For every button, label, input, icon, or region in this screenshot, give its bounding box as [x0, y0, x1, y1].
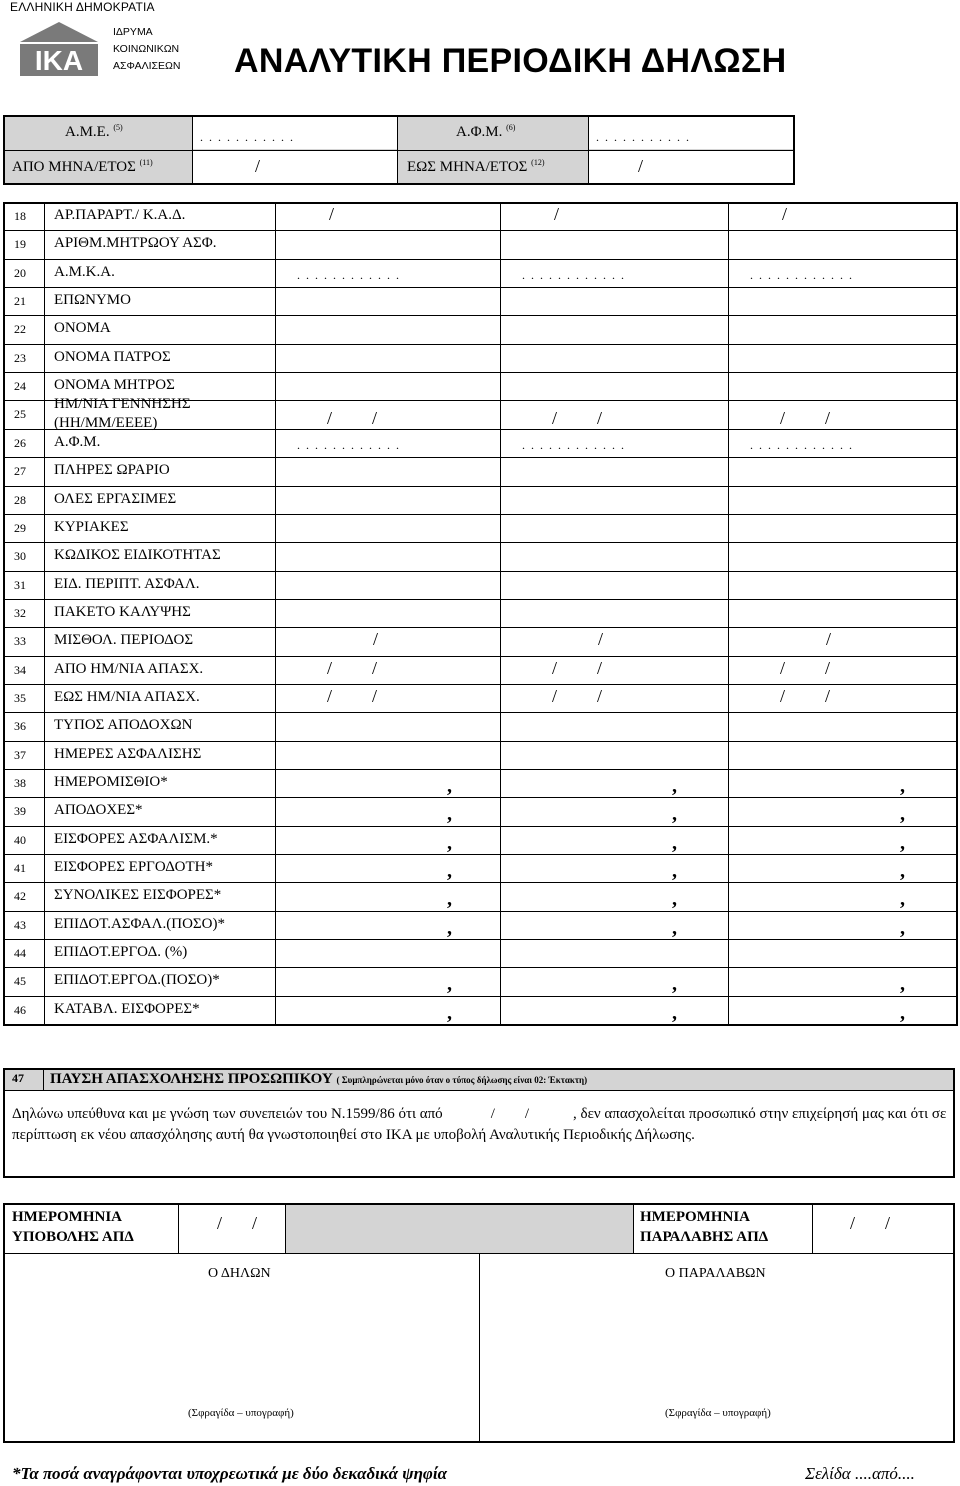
row-label: ΠΑΚΕΤΟ ΚΑΛΥΨΗΣ — [54, 603, 191, 620]
row-number: 41 — [14, 861, 26, 876]
row-number: 28 — [14, 492, 26, 507]
country-header: ΕΛΛΗΝΙΚΗ ΔΗΜΟΚΡΑΤΙΑ — [10, 0, 155, 14]
cell-emp2[interactable] — [501, 912, 727, 938]
row-label: ΑΠΟΔΟΧΕΣ* — [54, 802, 143, 819]
date-slash: / — [327, 408, 333, 429]
cell-emp1[interactable] — [276, 600, 499, 626]
cell-emp3[interactable] — [729, 316, 957, 342]
row-number: 22 — [14, 322, 26, 337]
cell-emp1[interactable] — [276, 997, 499, 1023]
cell-emp3[interactable] — [729, 345, 957, 371]
date-slash: / — [782, 204, 788, 224]
row-label: Α.Μ.Κ.Α. — [54, 263, 115, 280]
ame-dots: ........... — [200, 130, 299, 144]
cell-emp3[interactable] — [729, 713, 957, 739]
row-label: ΤΥΠΟΣ ΑΠΟΔΟΧΩΝ — [54, 717, 193, 734]
row-label: ΑΡ.ΠΑΡΑΡΤ./ Κ.Α.Δ. — [54, 207, 186, 223]
decimal-comma: , — [672, 831, 677, 854]
row-label: ΣΥΝΟΛΙΚΕΣ ΕΙΣΦΟΡΕΣ* — [54, 887, 222, 904]
page-title: ΑΝΑΛΥΤΙΚΗ ΠΕΡΙΟΔΙΚΗ ΔΗΛΩΣΗ — [234, 42, 787, 80]
row-label: ΟΝΟΜΑ — [54, 320, 111, 337]
date-slash: / — [597, 408, 603, 429]
decimal-comma: , — [447, 973, 452, 996]
decimal-comma: , — [672, 775, 677, 797]
row-label-line-1: ΗΜ/ΝΙΑ ΓΕΝΝΗΣΗΣ — [54, 396, 191, 413]
row-number: 19 — [14, 237, 26, 252]
row-label: ΚΥΡΙΑΚΕΣ — [54, 518, 129, 535]
cell-emp1[interactable] — [276, 742, 499, 768]
row-label: ΠΛΗΡΕΣ ΩΡΑΡΙΟ — [54, 462, 170, 479]
date-slash: / — [327, 685, 333, 706]
submission-date-slash-2: / — [252, 1213, 258, 1233]
decimal-comma: , — [447, 916, 452, 939]
row-number: 21 — [14, 294, 26, 309]
afm-label: Α.Φ.Μ. $^{(6)}$ — [456, 123, 516, 140]
date-slash: / — [554, 204, 560, 224]
to-period-slash: / — [638, 156, 644, 176]
row-number: 40 — [14, 832, 26, 847]
row-label: ΑΠΟ ΗΜ/ΝΙΑ ΑΠΑΣΧ. — [54, 660, 204, 677]
cell-emp2[interactable] — [501, 883, 727, 909]
decimal-comma: , — [672, 803, 677, 826]
row-label: ΑΡΙΘΜ.ΜΗΤΡΩΟΥ ΑΣΦ. — [54, 235, 217, 252]
logo-letters: IKA — [34, 45, 84, 76]
cell-emp1[interactable] — [276, 883, 499, 909]
decimal-comma: , — [900, 860, 905, 883]
date-slash: / — [552, 685, 558, 706]
row-number: 33 — [14, 634, 26, 649]
cell-emp1[interactable] — [276, 940, 499, 966]
date-slash: / — [372, 657, 378, 678]
cell-emp2[interactable] — [501, 401, 727, 427]
receipt-date-slash-1: / — [850, 1213, 856, 1233]
receipt-date-field[interactable] — [813, 1205, 953, 1253]
cell-emp1[interactable] — [276, 458, 499, 484]
decimal-comma: , — [447, 1001, 452, 1024]
cell-emp3[interactable] — [729, 855, 957, 881]
row-label: ΕΠΙΔΟΤ.ΕΡΓΟΔ. (%) — [54, 944, 188, 961]
cell-emp1[interactable] — [276, 401, 499, 427]
date-slash: / — [598, 629, 604, 650]
cell-emp2[interactable] — [501, 600, 727, 626]
row-label: ΟΝΟΜΑ ΠΑΤΡΟΣ — [54, 348, 171, 365]
cell-emp2[interactable] — [501, 657, 727, 683]
decimal-comma: , — [900, 916, 905, 939]
submission-date-field[interactable] — [179, 1205, 285, 1253]
section-47-title: ΠΑΥΣΗ ΑΠΑΣΧΟΛΗΣΗΣ ΠΡΟΣΩΠΙΚΟΥ ( Συμπληρώνεται μόνο όταν ο τύπος δήλωσης είναι 02: Έκτακτη) — [50, 1071, 588, 1087]
page-number: Σελίδα ....από.... — [805, 1464, 915, 1483]
date-slash: / — [825, 685, 831, 706]
row-label: ΕΙΣΦΟΡΕΣ ΑΣΦΑΛΙΣΜ.* — [54, 830, 218, 847]
date-slash: / — [597, 685, 603, 706]
cell-emp3[interactable] — [729, 883, 957, 909]
section-47-number-cell — [5, 1070, 43, 1090]
row-label: ΕΠΩΝΥΜΟ — [54, 292, 131, 309]
cell-emp2[interactable] — [501, 997, 727, 1023]
cell-emp2[interactable] — [501, 373, 727, 399]
afm-dots: ........... — [596, 130, 695, 144]
row-label: ΜΙΣΘΟΛ. ΠΕΡΙΟΔΟΣ — [54, 632, 194, 649]
cell-emp1[interactable] — [276, 657, 499, 683]
date-slash: / — [373, 629, 379, 650]
row-number: 38 — [14, 776, 26, 790]
cell-emp1[interactable] — [276, 373, 499, 399]
row-label: ΕΙΔ. ΠΕΡΙΠΤ. ΑΣΦΑΛ. — [54, 575, 200, 592]
from-period-slash: / — [255, 156, 261, 176]
row-number: 39 — [14, 804, 26, 819]
org-line-3: ΑΣΦΑΛΙΣΕΩΝ — [113, 60, 181, 72]
digit-dots: ............ — [297, 267, 405, 282]
cell-emp2[interactable] — [501, 458, 727, 484]
row-label: ΚΩΔΙΚΟΣ ΕΙΔΙΚΟΤΗΤΑΣ — [54, 547, 221, 564]
receiver-label: Ο ΠΑΡΑΛΑΒΩΝ — [665, 1266, 766, 1281]
cell-emp2[interactable] — [501, 487, 727, 513]
section-47-number: 47 — [12, 1071, 24, 1085]
decimal-comma: , — [672, 916, 677, 939]
cell-emp1[interactable] — [276, 487, 499, 513]
from-period-label: ΑΠΟ ΜΗΝΑ/ΕΤΟΣ $^{(11)}$ — [12, 158, 153, 175]
digit-dots: ............ — [750, 437, 858, 452]
cell-emp3[interactable] — [729, 968, 957, 994]
from-period-field[interactable] — [193, 151, 397, 183]
digit-dots: ............ — [297, 437, 405, 452]
row-number: 36 — [14, 719, 26, 734]
declarant-label: Ο ΔΗΛΩΝ — [208, 1266, 271, 1281]
date-slash: / — [552, 657, 558, 678]
row-number: 44 — [14, 946, 26, 961]
cell-emp1[interactable] — [276, 685, 499, 711]
cell-emp2[interactable] — [501, 345, 727, 371]
cell-emp1[interactable] — [276, 231, 499, 257]
cell-emp1[interactable] — [276, 572, 499, 598]
row-label: ΕΠΙΔΟΤ.ΑΣΦΑΛ.(ΠΟΣΟ)* — [54, 915, 225, 932]
cell-emp3[interactable] — [729, 798, 957, 824]
cell-emp1[interactable] — [276, 543, 499, 569]
date-slash: / — [327, 657, 333, 678]
row-number: 37 — [14, 747, 26, 762]
row-label: ΗΜΕΡΕΣ ΑΣΦΑΛΙΣΗΣ — [54, 745, 202, 762]
date-slash: / — [825, 408, 831, 429]
cell-emp3[interactable] — [729, 373, 957, 399]
decimal-comma: , — [672, 860, 677, 883]
date-slash: / — [780, 657, 786, 678]
decimal-comma: , — [900, 1001, 905, 1024]
cell-emp3[interactable] — [729, 487, 957, 513]
cell-emp2[interactable] — [501, 742, 727, 768]
row-label: ΟΝΟΜΑ ΜΗΤΡΟΣ — [54, 377, 175, 394]
cell-emp3[interactable] — [729, 231, 957, 257]
cell-emp2[interactable] — [501, 713, 727, 739]
decimal-comma: , — [447, 860, 452, 883]
cell-emp1[interactable] — [276, 770, 499, 796]
cell-emp1[interactable] — [276, 203, 499, 229]
row-number: 25 — [14, 407, 26, 422]
to-period-label: ΕΩΣ ΜΗΝΑ/ΕΤΟΣ $^{(12)}$ — [407, 158, 545, 175]
cell-emp1[interactable] — [276, 827, 499, 853]
cell-emp3[interactable] — [729, 203, 957, 229]
cell-emp3[interactable] — [729, 628, 957, 654]
cell-emp3[interactable] — [729, 685, 957, 711]
date-slash: / — [780, 685, 786, 706]
ika-logo — [18, 20, 100, 80]
row-number: 24 — [14, 379, 26, 394]
cell-emp2[interactable] — [501, 940, 727, 966]
decimal-comma: , — [900, 803, 905, 826]
cell-emp3[interactable] — [729, 458, 957, 484]
row-number: 45 — [14, 974, 26, 989]
date-slash: / — [780, 408, 786, 429]
row-number: 32 — [14, 605, 26, 620]
cell-emp1[interactable] — [276, 628, 499, 654]
cell-emp3[interactable] — [729, 657, 957, 683]
cell-emp1[interactable] — [276, 345, 499, 371]
to-period-field[interactable] — [589, 151, 793, 183]
digit-dots: ............ — [522, 437, 630, 452]
row-number: 31 — [14, 577, 26, 592]
cell-emp1[interactable] — [276, 912, 499, 938]
cell-emp1[interactable] — [276, 515, 499, 541]
cell-emp2[interactable] — [501, 855, 727, 881]
date-slash: / — [826, 629, 832, 650]
row-label: ΕΠΙΔΟΤ.ΕΡΓΟΔ.(ΠΟΣΟ)* — [54, 972, 220, 989]
decimal-comma: , — [447, 888, 452, 911]
digit-dots: ............ — [750, 267, 858, 282]
date-slash: / — [372, 685, 378, 706]
cell-emp3[interactable] — [729, 288, 957, 314]
row-number: 30 — [14, 549, 26, 564]
cell-emp3[interactable] — [729, 770, 957, 796]
row-label: Α.Φ.Μ. — [54, 433, 101, 450]
row-number: 42 — [14, 889, 26, 904]
row-label: ΚΑΤΑΒΛ. ΕΙΣΦΟΡΕΣ* — [54, 1000, 200, 1017]
row-number: 35 — [14, 690, 26, 705]
receipt-date-label: ΗΜΕΡΟΜΗΝΙΑ ΠΑΡΑΛΑΒΗΣ ΑΠΔ — [640, 1209, 769, 1245]
cell-emp2[interactable] — [501, 798, 727, 824]
decimal-comma: , — [900, 973, 905, 996]
decimal-footnote: *Τα ποσά αναγράφονται υποχρεωτικά με δύο δεκαδικά ψηφία — [12, 1464, 448, 1483]
date-slash: / — [372, 408, 378, 429]
cell-emp3[interactable] — [729, 997, 957, 1023]
org-name — [113, 24, 180, 75]
decimal-comma: , — [447, 831, 452, 854]
cell-emp2[interactable] — [501, 515, 727, 541]
decimal-comma: , — [900, 775, 905, 797]
cell-emp3[interactable] — [729, 940, 957, 966]
cell-emp2[interactable] — [501, 231, 727, 257]
cell-emp2[interactable] — [501, 770, 727, 796]
decimal-comma: , — [900, 831, 905, 854]
row-number: 23 — [14, 350, 26, 365]
receiver-stamp-label: (Σφραγίδα – υπογραφή) — [665, 1407, 771, 1419]
cell-emp3[interactable] — [729, 742, 957, 768]
cell-emp3[interactable] — [729, 572, 957, 598]
decimal-comma: , — [672, 1001, 677, 1024]
cell-emp2[interactable] — [501, 288, 727, 314]
decimal-comma: , — [447, 775, 452, 797]
cell-emp2[interactable] — [501, 572, 727, 598]
date-slash: / — [329, 204, 335, 224]
row-number: 18 — [14, 209, 26, 223]
declaration-text: Δηλώνω υπεύθυνα και με γνώση των συνεπειών του Ν.1599/86 ότι από / / , δεν απασχολείται προσωπικό στην επιχείρησή μας και ότι σε περίπτωση εκ νέου απασχόλησης αυτή θα γνωστοποιηθεί στο ΙΚΑ με υποβολή Αναλυτικής Περιοδικής Δήλωσης. — [12, 1106, 947, 1143]
signature-gray-cell — [286, 1205, 633, 1253]
cell-emp1[interactable] — [276, 968, 499, 994]
cell-emp1[interactable] — [276, 713, 499, 739]
org-line-1: ΙΔΡΥΜΑ — [113, 26, 153, 38]
decimal-comma: , — [672, 973, 677, 996]
cell-emp3[interactable] — [729, 515, 957, 541]
cell-emp1[interactable] — [276, 288, 499, 314]
cell-emp3[interactable] — [729, 600, 957, 626]
cell-emp2[interactable] — [501, 203, 727, 229]
cell-emp3[interactable] — [729, 401, 957, 427]
row-number: 27 — [14, 464, 26, 479]
row-label: ΕΙΣΦΟΡΕΣ ΕΡΓΟΔΟΤΗ* — [54, 859, 214, 876]
row-number: 29 — [14, 520, 26, 535]
decimal-comma: , — [672, 888, 677, 911]
declarant-stamp-label: (Σφραγίδα – υπογραφή) — [188, 1407, 294, 1419]
cell-emp1[interactable] — [276, 855, 499, 881]
cell-emp2[interactable] — [501, 827, 727, 853]
cell-emp2[interactable] — [501, 968, 727, 994]
receipt-date-slash-2: / — [885, 1213, 891, 1233]
cell-emp2[interactable] — [501, 628, 727, 654]
decimal-comma: , — [447, 803, 452, 826]
date-slash: / — [597, 657, 603, 678]
date-slash: / — [825, 657, 831, 678]
date-slash: / — [552, 408, 558, 429]
row-number: 46 — [14, 1002, 26, 1017]
row-label — [54, 395, 191, 433]
row-number: 20 — [14, 265, 26, 280]
row-number: 26 — [14, 435, 26, 450]
cell-emp3[interactable] — [729, 827, 957, 853]
cell-emp3[interactable] — [729, 912, 957, 938]
cell-emp3[interactable] — [729, 543, 957, 569]
cell-emp2[interactable] — [501, 543, 727, 569]
decimal-comma: , — [900, 888, 905, 911]
submission-date-label: ΗΜΕΡΟΜΗΝΙΑ ΥΠΟΒΟΛΗΣ ΑΠΔ — [12, 1209, 134, 1245]
row-label: ΕΩΣ ΗΜ/ΝΙΑ ΑΠΑΣΧ. — [54, 688, 200, 705]
row-number: 43 — [14, 917, 26, 932]
row-label: ΟΛΕΣ ΕΡΓΑΣΙΜΕΣ — [54, 490, 177, 507]
cell-emp1[interactable] — [276, 798, 499, 824]
ame-label: Α.Μ.Ε. $^{(5)}$ — [65, 123, 123, 140]
row-label: ΗΜΕΡΟΜΙΣΘΙΟ* — [54, 774, 168, 790]
row-number: 34 — [14, 662, 26, 677]
cell-emp2[interactable] — [501, 316, 727, 342]
cell-emp2[interactable] — [501, 685, 727, 711]
submission-date-slash-1: / — [217, 1213, 223, 1233]
digit-dots: ............ — [522, 267, 630, 282]
row-label-line-2: (ΗΗ/ΜΜ/ΕΕΕΕ) — [54, 415, 158, 432]
org-line-2: ΚΟΙΝΩΝΙΚΩΝ — [113, 43, 180, 55]
cell-emp1[interactable] — [276, 316, 499, 342]
